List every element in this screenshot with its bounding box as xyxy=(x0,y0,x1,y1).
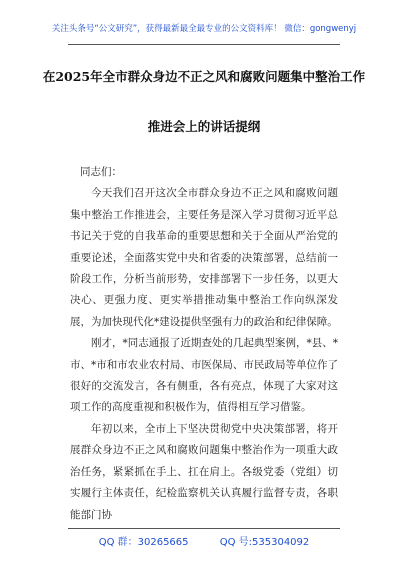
paragraph-1: 今天我们召开这次全市群众身边不正之风和腐败问题集中整治工作推进会，主要任务是深入学习贯彻习近平总书记关于党的自我革命的重要思想和关于全面从严治党的重要论述，全面落实党中央和省委的决策部署，总结前一阶段工作，分析当前形势，安排部署下一步任务，以更大决心、更强力度、更实举措推动集中整治工作向纵深发展，为加快现代化*建设提供坚强有力的政治和纪律保障。 xyxy=(70,187,338,328)
header-divider xyxy=(68,44,340,45)
footer xyxy=(0,533,408,548)
paragraph-3: 年初以来，全市上下坚决贯彻党中央决策部署，将开展群众身边不正之风和腐败问题集中整治作为一项重大政治任务，紧紧抓在手上、扛在肩上。各级党委（党组）切实履行主体责任，纪检监察机关认真履行监督专责，各职能部门协 xyxy=(70,422,338,521)
footer-qq-number: QQ 号:535304092 xyxy=(219,537,310,548)
footer-divider xyxy=(68,528,340,529)
document-title: 在2025年全市群众身边不正之风和腐败问题集中整治工作 xyxy=(42,69,366,84)
paragraph-2: 刚才，*同志通报了近期查处的几起典型案例，*县、*市、*市和市农业农村局、市医保局、市民政局等单位作了很好的交流发言，各有侧重，各有亮点，体现了大家对这项工作的高度重视和积极作为，值得相互学习借鉴。 xyxy=(70,337,338,414)
document-body xyxy=(70,162,338,526)
document-subtitle: 推进会上的讲话提纲 xyxy=(147,119,261,134)
header-banner: 关注头条号“公文研究”，获得最新最全最专业的公文资料库！ 微信：gongwenyj xyxy=(51,24,357,34)
salutation: 同志们： xyxy=(80,166,122,178)
footer-qq-group: QQ 群：30265665 xyxy=(98,537,189,548)
